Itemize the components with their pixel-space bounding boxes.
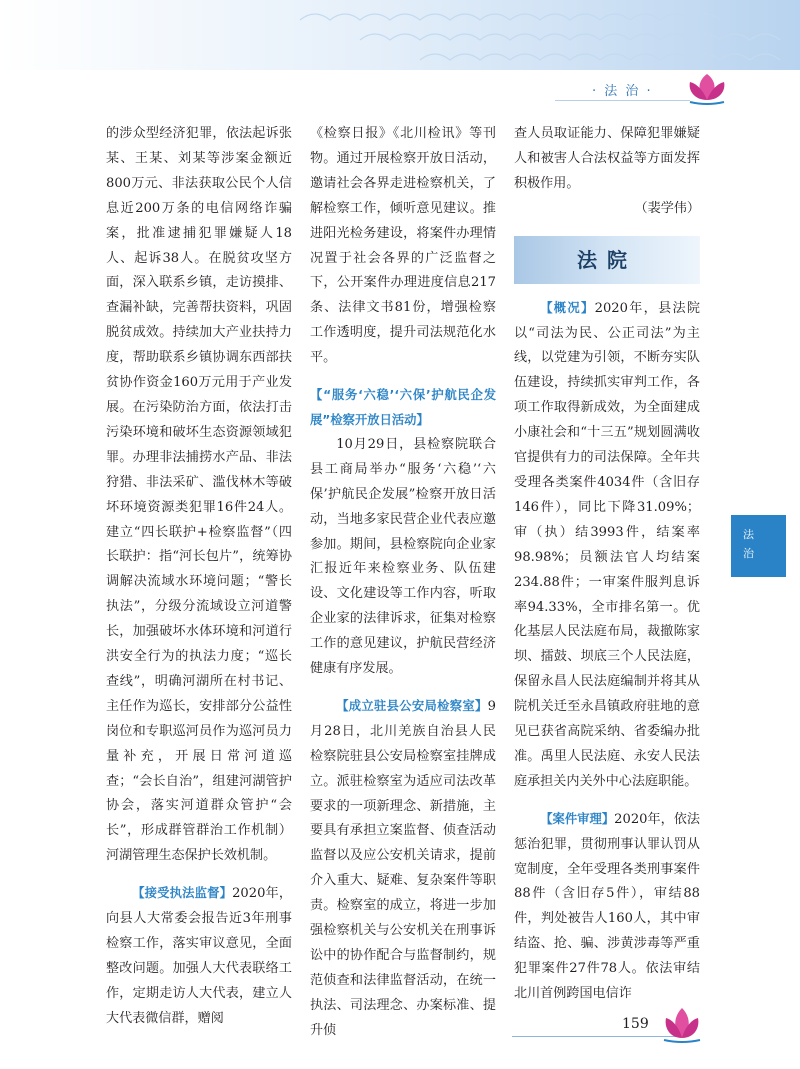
- col2-section-3: [310, 694, 496, 1044]
- col1-paragraph: 的涉众型经济犯罪，依法起诉张某、王某、刘某等涉案金额近800万元、非法获取公民个人信息近200万条的电信网络诈骗案，批准逮捕犯罪嫌疑人18人、起诉38人。在脱贫攻坚方面，深入联系乡镇，走访摸排、查漏补缺，完善帮扶资料，巩固脱贫成效。持续加大产业扶持力度，帮助联系乡镇协调东西部扶贫协作资金160万元用于产业发展。在污染防治方面，依法打击污染环境和破坏生态资源领域犯罪。办理非法捕捞水产品、非法狩猎、非法采矿、滥伐林木等破坏环境资源类犯罪16件24人。建立“四长联护+检察监督”（四长联护：指“河长包片”，统筹协调解决流域水环境问题；“警长执法”，分级分流域设立河道警长，加强破坏水体环境和河道行洪安全行为的执法力度；“巡长查线”，明确河湖所在村书记、主任作为巡长，安排部分公益性岗位和专职巡河员作为巡河员力量补充，开展日常河道巡查；“会长自治”，组建河湖管护协会，落实河道群众管护“会长”，形成群管群治工作机制）河湖管理生态保护长效机制。: [106, 126, 292, 864]
- section-heading: 【成立驻县公安局检察室】: [336, 698, 488, 713]
- col3-section-3: [514, 807, 700, 1007]
- section-heading: 【概况】: [540, 300, 595, 315]
- column-1: [106, 122, 292, 1032]
- section-body: 2020年，向县人大常委会报告近3年刑事检察工作，落实审议意见，全面整改问题。加强人大代表联络工作，定期走访人大代表，建立人大代表微信群，赠阅: [106, 886, 292, 1026]
- section-header-label: · 法 治 ·: [592, 84, 653, 99]
- col2-paragraph: 《检察日报》《北川检讯》等刊物。通过开展检察开放日活动，邀请社会各界走进检察机关，了解检察工作，倾听意见建议。推进阳光检务建设，将案件办理情况置于社会各界的广泛监督之下，公开案件办理进度信息217条、法律文书81份，增强检察工作透明度，提升司法规范化水平。: [310, 126, 496, 366]
- side-tab-line2: 治: [743, 547, 754, 560]
- col3-paragraph: 查人员取证能力、保障犯罪嫌疑人和被害人合法权益等方面发挥积极作用。: [514, 126, 700, 191]
- section-heading: 【“服务‘六稳’‘六保’护航民企发展”检察开放日活动】: [310, 388, 496, 427]
- lotus-logo-icon: [684, 70, 730, 106]
- header-rule: [555, 100, 690, 101]
- col1-section-2: [106, 881, 292, 1031]
- column-2: [310, 122, 496, 1044]
- section-body: 2020年，依法惩治犯罪，贯彻刑事认罪认罚从宽制度，全年受理各类刑事案件88件（含旧存5件），审结88件，判处被告人160人，其中审结盗、抢、骗、涉黄涉毒等严重犯罪案件27件78人。依法审结北川首例跨国电信诈: [514, 811, 700, 1002]
- column-3: [514, 122, 700, 1007]
- section-heading: 【接受执法监督】: [132, 886, 233, 901]
- court-section-banner: 法院: [514, 236, 700, 284]
- chapter-side-tab: [731, 515, 786, 577]
- author-credit: （裴学伟）: [634, 200, 700, 216]
- side-tab-line1: 法: [743, 528, 754, 541]
- header-wave-decoration: [0, 0, 800, 120]
- lotus-footer-icon: [660, 1004, 704, 1044]
- section-heading: 【案件审理】: [540, 811, 615, 826]
- section-body: 10月29日，县检察院联合县工商局举办“服务‘六稳’‘六保’护航民企发展”检察开放日活动，当地多家民营企业代表应邀参加。期间，县检察院向企业家汇报近年来检察业务、队伍建设、文化建设等工作内容，听取企业家的法律诉求，征集对检察工作的意见建议，护航民营经济健康有序发展。: [310, 436, 496, 677]
- page-number-rule: [512, 1036, 684, 1037]
- col3-section-2: [514, 296, 700, 795]
- section-body: 2020年，县法院以“司法为民、公正司法”为主线，以党建为引领，不断夯实队伍建设，持续抓实审判工作，各项工作取得新成效，为全面建成小康社会和“十三五”规划圆满收官提供有力的司法保障。全年共受理各类案件4034件（含旧存146件），同比下降31.09%；审（执）结3993件，结案率98.98%；员额法官人均结案234.88件；一审案件服判息诉率94.33%，全市排名第一。优化基层人民法庭布局，裁撤陈家坝、擂鼓、坝底三个人民法庭，保留永昌人民法庭编制并将其从院机关迁至永昌镇政府驻地的意见已获省高院采纳、省委编办批准。禹里人民法庭、永安人民法庭承担关内关外中心法庭职能。: [514, 300, 700, 789]
- page-number: 159: [622, 1016, 649, 1032]
- section-body: 9月28日，北川羌族自治县人民检察院驻县公安局检察室挂牌成立。派驻检察室为适应司法改革要求的一项新理念、新措施，主要具有承担立案监督、侦查活动监督以及应公安机关请求，提前介入重大、疑难、复杂案件等职责。检察室的成立，将进一步加强检察机关与公安机关在刑事诉讼中的协作配合与监督制约，规范侦查和法律监督活动，在统一执法、司法理念、办案标准、提升侦: [310, 698, 496, 1038]
